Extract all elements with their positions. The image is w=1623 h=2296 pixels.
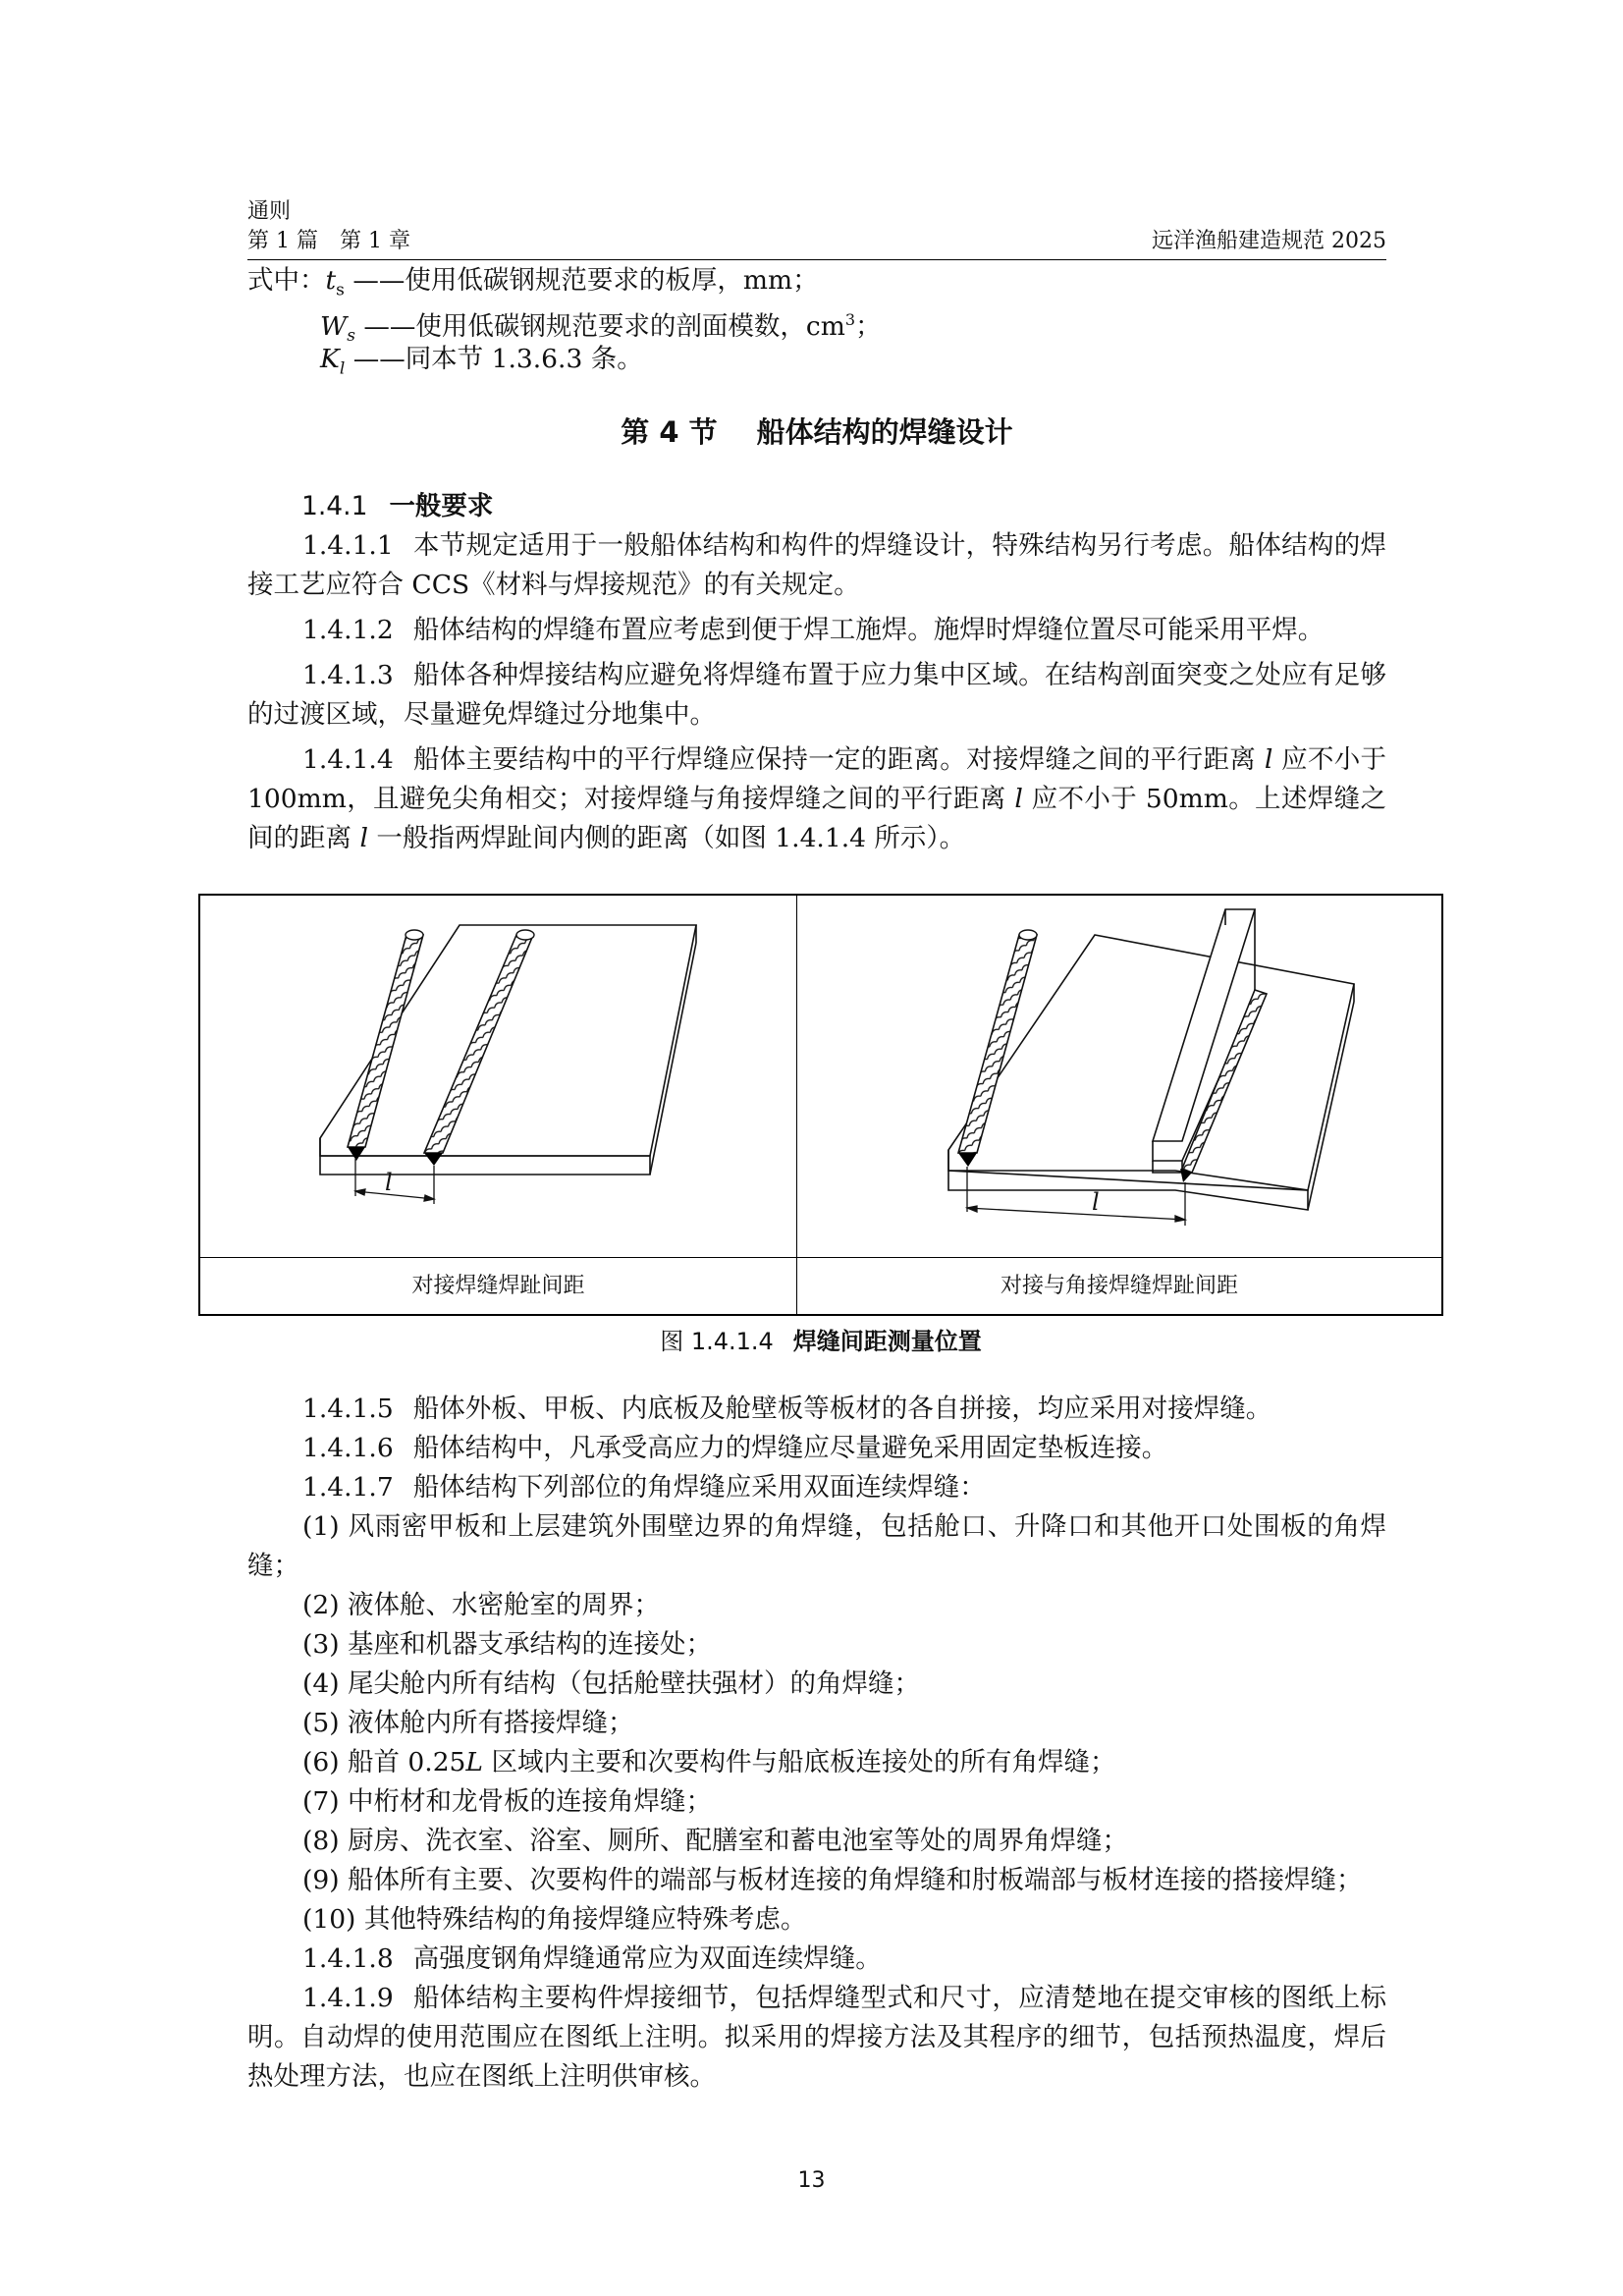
list-item: (10) 其他特殊结构的角接焊缝应特殊考虑。	[302, 1904, 807, 1935]
butt-weld-illustration	[200, 896, 796, 1257]
clause-1-4-1-6: 1.4.1.6 船体结构中，凡承受高应力的焊缝应尽量避免采用固定垫板连接。	[302, 1433, 1168, 1463]
figure-weld-spacing	[198, 894, 1443, 1316]
weld-root-2	[424, 1153, 443, 1166]
list-item: (1) 风雨密甲板和上层建筑外围壁边界的角焊缝，包括舱口、升降口和其他开口处围板的角焊缝；	[247, 1511, 1386, 1581]
definition-ts: 式中：$t_s$ ——使用低碳钢规范要求的板厚，mm；	[247, 265, 819, 301]
section-title: 第 4 节 船体结构的焊缝设计	[621, 415, 1013, 449]
list-item: (5) 液体舱内所有搭接焊缝；	[302, 1708, 634, 1738]
clause-1-4-1-1: 1.4.1.1 本节规定适用于一般船体结构和构件的焊缝设计，特殊结构另行考虑。船体结构的焊接工艺应符合 CCS《材料与焊接规范》的有关规定。	[247, 530, 1386, 600]
figure-caption-row	[200, 1257, 1441, 1315]
figure-panel-butt-welds	[200, 896, 796, 1257]
header-chapter: 通则	[247, 199, 292, 224]
header-book-title: 远洋渔船建造规范 2025	[1152, 229, 1386, 253]
body-before-figure	[247, 487, 1386, 858]
list-item: (8) 厨房、洗衣室、浴室、厕所、配膳室和蓄电池室等处的周界角焊缝；	[302, 1826, 1128, 1856]
list-item: (6) 船首 0.25L 区域内主要和次要构件与船底板连接处的所有角焊缝；	[302, 1747, 1116, 1777]
header-rule	[247, 259, 1386, 260]
figure-panel-butt-and-fillet-welds	[796, 896, 1442, 1257]
clause-1-4-1-2: 1.4.1.2 船体结构的焊缝布置应考虑到便于焊工施焊。施焊时焊缝位置尽可能采用平焊。	[302, 615, 1325, 645]
header-part-chapter: 第 1 篇 第 1 章	[247, 229, 410, 253]
list-item: (9) 船体所有主要、次要构件的端部与板材连接的角焊缝和肘板端部与板材连接的搭接焊缝；	[302, 1865, 1363, 1895]
figure-caption-left: 对接焊缝焊趾间距	[411, 1274, 585, 1298]
list-item: (2) 液体舱、水密舱室的周界；	[302, 1590, 660, 1620]
figure-caption-right: 对接与角接焊缝焊趾间距	[796, 1258, 1441, 1315]
page-number: 13	[797, 2168, 826, 2193]
clause-1-4-1-4: 1.4.1.4 船体主要结构中的平行焊缝应保持一定的距离。对接焊缝之间的平行距离 l 应不小于 100mm，且避免尖角相交；对接焊缝与角接焊缝之间的平行距离 l 应不小于 50mm。上述焊缝之间的距离 l 一般指两焊趾间内侧的距离（如图 1.4.1.4 所示）。	[247, 744, 1387, 853]
list-item: (3) 基座和机器支承结构的连接处；	[302, 1629, 712, 1660]
clause-1-4-1-7: 1.4.1.7 船体结构下列部位的角焊缝应采用双面连续焊缝：	[302, 1472, 986, 1503]
header-line	[247, 224, 1386, 254]
definition-ws: $W_s$ ——使用低碳钢规范要求的剖面模数，$cm^3$；	[320, 310, 882, 347]
figure-title: 图 1.4.1.4 焊缝间距测量位置	[660, 1328, 982, 1355]
butt-fillet-weld-illustration	[797, 896, 1442, 1257]
list-item: (7) 中桁材和龙骨板的连接角焊缝；	[302, 1786, 712, 1817]
dimension-label-right: l	[1092, 1188, 1100, 1216]
definition-kl: $K_l$ ——同本节 1.3.6.3 条。	[320, 344, 643, 379]
clause-1-4-1-5: 1.4.1.5 船体外板、甲板、内底板及舱壁板等板材的各自拼接，均应采用对接焊缝。	[302, 1394, 1272, 1424]
formula-definitions	[247, 261, 1386, 379]
clause-1-4-1-9: 1.4.1.9 船体结构主要构件焊接细节，包括焊缝型式和尺寸，应清楚地在提交审核的图纸上标明。自动焊的使用范围应在图纸上注明。拟采用的焊接方法及其程序的细节，包括预热温度，焊后热处理方法，也应在图纸上注明供审核。	[247, 1983, 1386, 2092]
clause-1-4-1-8: 1.4.1.8 高强度钢角焊缝通常应为双面连续焊缝。	[302, 1943, 882, 1974]
dimension-label-left: l	[385, 1169, 393, 1196]
clause-1-4-1-3: 1.4.1.3 船体各种焊接结构应避免将焊缝布置于应力集中区域。在结构剖面突变之处应有足够的过渡区域，尽量避免焊缝过分地集中。	[247, 660, 1386, 730]
dimension-l	[355, 1159, 434, 1204]
body-after-figure	[247, 1390, 1386, 2097]
subsection-heading: 1.4.1 一般要求	[301, 491, 494, 521]
list-item: (4) 尾尖舱内所有结构（包括舱壁扶强材）的角焊缝；	[302, 1668, 920, 1699]
